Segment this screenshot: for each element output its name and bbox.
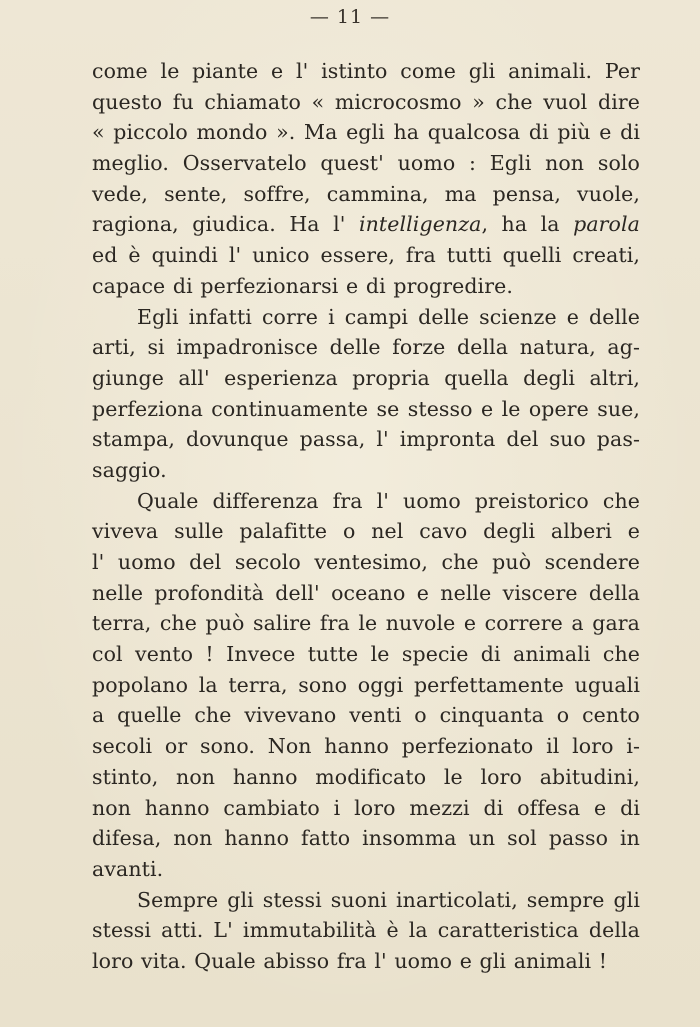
text-run: popolano la terra, sono oggi perfettamente uguali	[92, 672, 640, 697]
text-line	[92, 179, 640, 210]
text-run: meglio. Osservatelo quest' uomo : Egli non solo	[92, 151, 640, 176]
text-line	[92, 302, 640, 333]
text-run: non hanno cambiato i loro mezzi di offesa e di	[92, 795, 640, 820]
text-run: terra, che può salire fra le nuvole e correre a gara	[92, 611, 640, 636]
text-run: Sempre gli stessi suoni inarticolati, sempre gli	[137, 887, 640, 912]
italic-word: parola	[573, 212, 640, 237]
text-run: arti, si impadronisce delle forze della natura, ag-	[92, 335, 640, 360]
text-line	[92, 854, 640, 885]
text-line	[92, 240, 640, 271]
text-run: questo fu chiamato « microcosmo » che vuol dire	[92, 89, 640, 114]
text-line	[92, 271, 640, 302]
text-run: « piccolo mondo ». Ma egli ha qualcosa di più e di	[92, 120, 640, 145]
text-run: nelle profondità dell' oceano e nelle viscere della	[92, 580, 640, 605]
text-line	[92, 946, 640, 977]
text-line	[92, 608, 640, 639]
text-line	[92, 332, 640, 363]
text-line	[92, 56, 640, 87]
text-line	[92, 455, 640, 486]
text-run: saggio.	[92, 457, 167, 482]
text-line	[92, 516, 640, 547]
text-run: capace di perfezionarsi e di progredire.	[92, 273, 513, 298]
text-run: loro vita. Quale abisso fra l' uomo e gli animali !	[92, 948, 608, 973]
text-line	[92, 87, 640, 118]
text-run: ragiona, giudica. Ha l'	[92, 212, 359, 237]
text-line	[92, 639, 640, 670]
text-run: Egli infatti corre i campi delle scienze e delle	[137, 304, 640, 329]
text-line	[92, 578, 640, 609]
text-line	[92, 209, 640, 240]
text-line	[92, 363, 640, 394]
text-line	[92, 793, 640, 824]
paragraph	[92, 486, 640, 885]
paragraph	[92, 885, 640, 977]
text-run: vede, sente, soffre, cammina, ma pensa, vuole,	[92, 181, 640, 206]
text-run: ed è quindi l' unico essere, fra tutti quelli creati,	[92, 243, 640, 268]
text-line	[92, 547, 640, 578]
text-run: stampa, dovunque passa, l' impronta del suo pas-	[92, 427, 640, 452]
text-line	[92, 731, 640, 762]
text-line	[92, 670, 640, 701]
text-run: col vento ! Invece tutte le specie di animali che	[92, 642, 640, 667]
page-number: — 11 —	[309, 6, 391, 28]
text-line	[92, 424, 640, 455]
text-run: stinto, non hanno modificato le loro abitudini,	[92, 764, 640, 789]
text-line	[92, 915, 640, 946]
paragraph	[92, 56, 640, 302]
text-run: l' uomo del secolo ventesimo, che può scendere	[92, 550, 640, 574]
text-run: viveva sulle palafitte o nel cavo degli alberi e	[92, 519, 640, 544]
text-run: secoli or sono. Non hanno perfezionato il loro i-	[92, 734, 640, 759]
text-line	[92, 762, 640, 793]
text-run: come le piante e l' istinto come gli animali. Per	[92, 59, 640, 83]
text-line	[92, 394, 640, 425]
body-text	[92, 56, 640, 977]
text-run: a quelle che vivevano venti o cinquanta o cento	[92, 703, 640, 728]
text-line	[92, 823, 640, 854]
text-run: avanti.	[92, 856, 164, 881]
text-line	[92, 700, 640, 731]
text-run: Quale differenza fra l' uomo preistorico che	[137, 488, 640, 513]
text-run: difesa, non hanno fatto insomma un sol passo in	[92, 826, 640, 851]
text-line	[92, 148, 640, 179]
text-run: stessi atti. L' immutabilità è la caratteristica della	[92, 918, 640, 943]
text-line	[92, 117, 640, 148]
text-run: giunge all' esperienza propria quella degli altri,	[92, 365, 640, 390]
text-run: , ha la	[481, 212, 574, 237]
text-line	[92, 486, 640, 517]
italic-word: intelligenza	[358, 212, 482, 237]
text-run: perfeziona continuamente se stesso e le opere sue,	[92, 396, 640, 421]
text-line	[92, 885, 640, 916]
paragraph	[92, 302, 640, 486]
